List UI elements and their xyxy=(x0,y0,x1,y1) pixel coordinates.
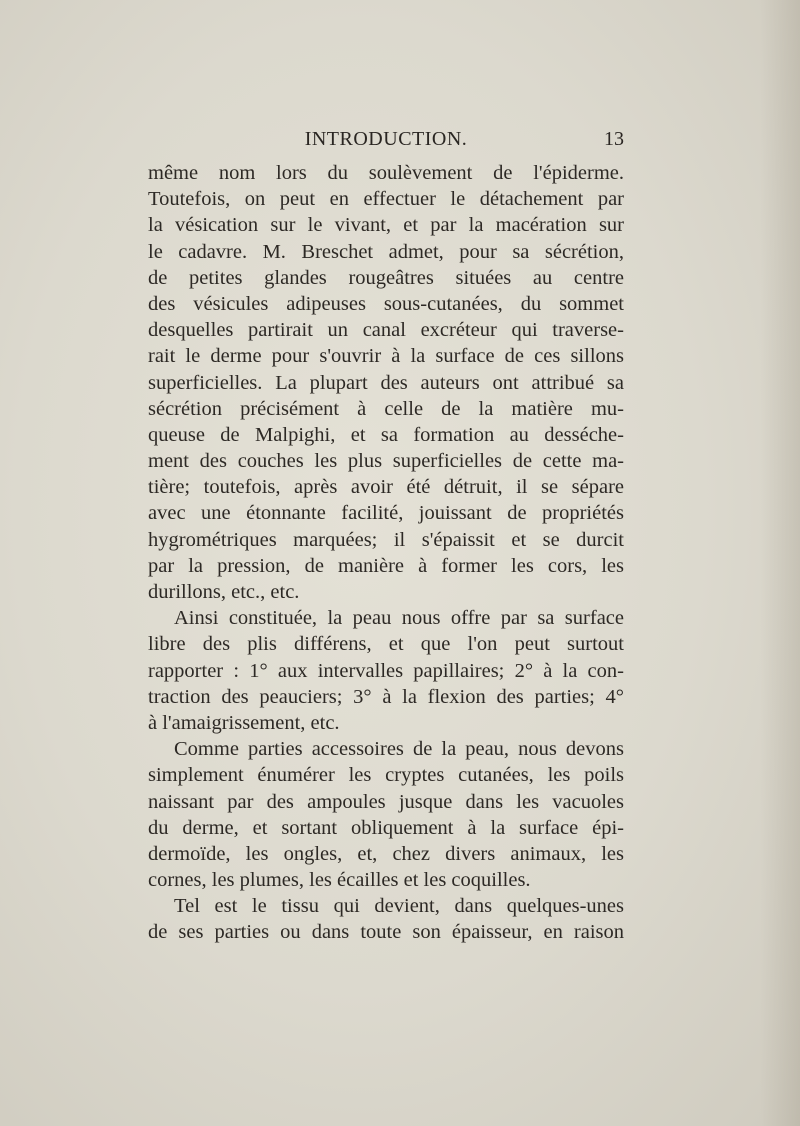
page-edge-shadow xyxy=(760,0,800,1126)
text-line: libre des plis différens, et que l'on peut surtout xyxy=(148,633,624,656)
text-line: par la pression, de manière à former les cors, les xyxy=(148,554,624,577)
running-head-title: INTRODUCTION. xyxy=(304,128,468,150)
text-line: Comme parties accessoires de la peau, nous devons xyxy=(174,738,624,761)
text-line: à l'amaigrissement, etc. xyxy=(148,711,340,734)
text-line: de ses parties ou dans toute son épaisseur, en raison xyxy=(148,921,624,944)
text-line: naissant par des ampoules jusque dans les vacuoles xyxy=(148,790,624,813)
text-line: de petites glandes rougeâtres situées au centre xyxy=(148,266,624,289)
text-line: rapporter : 1° aux intervalles papillaires; 2° à la con- xyxy=(148,659,624,682)
body-text xyxy=(148,160,624,946)
text-line: Tel est le tissu qui devient, dans quelques-unes xyxy=(174,895,624,918)
text-line: superficielles. La plupart des auteurs ont attribué sa xyxy=(148,371,624,394)
text-line: Toutefois, on peut en effectuer le détachement par xyxy=(148,188,624,211)
text-line: du derme, et sortant obliquement à la surface épi- xyxy=(148,816,624,839)
text-line: simplement énumérer les cryptes cutanées, les poils xyxy=(148,764,624,787)
text-line: hygrométriques marquées; il s'épaissit et se durcit xyxy=(148,528,624,551)
text-line: des vésicules adipeuses sous-cutanées, du sommet xyxy=(148,292,624,315)
page-number: 13 xyxy=(604,128,624,150)
running-head xyxy=(148,128,624,158)
text-line: le cadavre. M. Breschet admet, pour sa sécrétion, xyxy=(148,240,624,263)
text-line: avec une étonnante facilité, jouissant de propriétés xyxy=(148,502,624,525)
text-line: ment des couches les plus superficielles de cette ma- xyxy=(148,450,624,473)
text-line: sécrétion précisément à celle de la matière mu- xyxy=(148,397,624,420)
text-line: dermoïde, les ongles, et, chez divers animaux, les xyxy=(148,842,624,865)
text-line: desquelles partirait un canal excréteur qui traverse- xyxy=(148,319,624,342)
text-line: Ainsi constituée, la peau nous offre par sa surface xyxy=(174,607,624,630)
text-line: traction des peauciers; 3° à la flexion des parties; 4° xyxy=(148,685,624,708)
text-line: queuse de Malpighi, et sa formation au desséche- xyxy=(148,423,624,446)
text-line: rait le derme pour s'ouvrir à la surface de ces sillons xyxy=(148,345,624,368)
text-line: la vésication sur le vivant, et par la macération sur xyxy=(148,214,624,237)
text-line: cornes, les plumes, les écailles et les coquilles. xyxy=(148,869,531,892)
text-line: même nom lors du soulèvement de l'épiderme. xyxy=(148,162,624,184)
text-line: tière; toutefois, après avoir été détruit, il se sépare xyxy=(148,476,624,499)
text-line: durillons, etc., etc. xyxy=(148,581,300,603)
